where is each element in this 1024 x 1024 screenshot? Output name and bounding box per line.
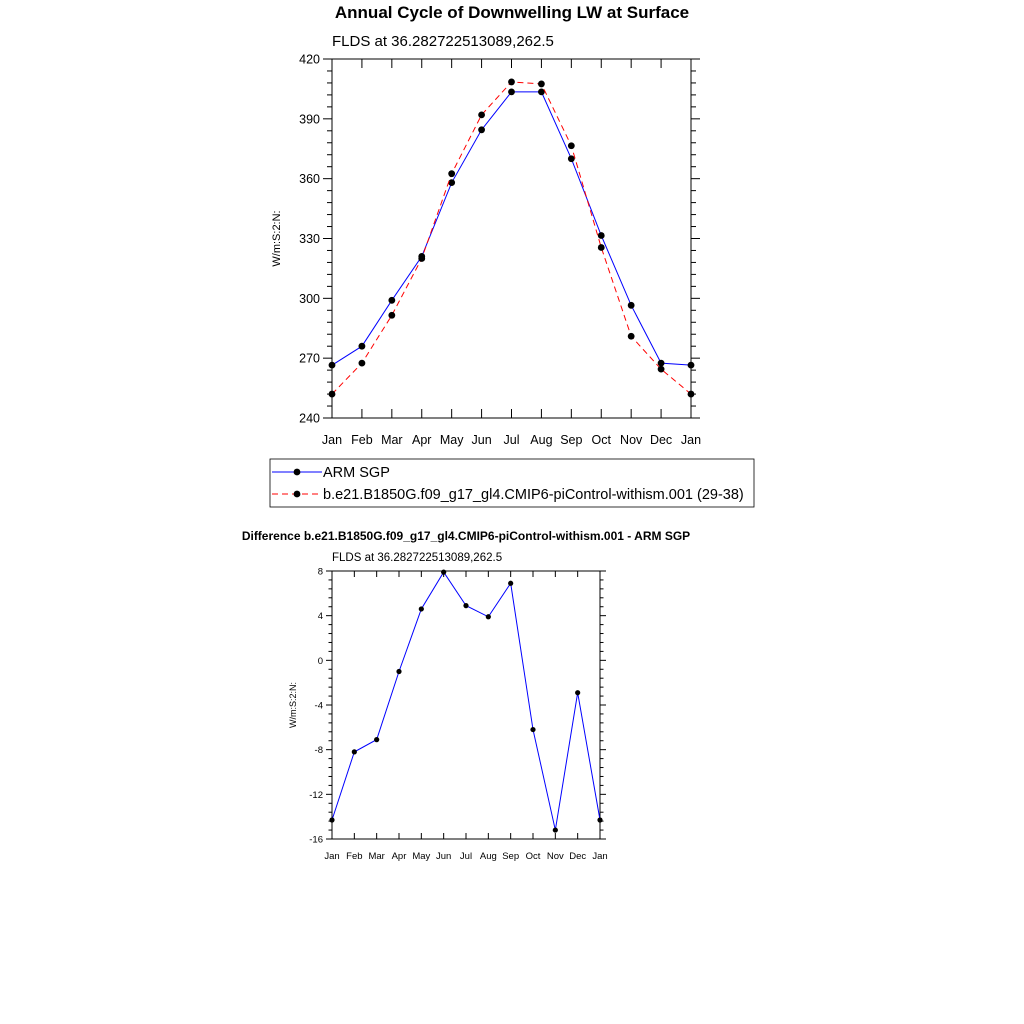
y-axis-label: W/m:S:2:N: [288,681,298,729]
x-tick-label: Jan [324,851,340,862]
legend-swatch-marker [294,469,301,476]
data-point [448,179,455,186]
x-tick-label: Apr [412,433,432,447]
data-point [441,570,446,575]
y-tick-label: 0 [317,655,323,667]
data-point [598,244,605,251]
data-point [359,343,366,350]
x-tick-label: Mar [381,433,403,447]
y-tick-label: 300 [299,291,320,306]
annual-cycle-chart [270,3,754,507]
legend-swatch-marker [294,491,301,498]
data-point [508,89,515,96]
x-tick-label: Feb [351,433,373,447]
x-tick-label: Oct [591,433,611,447]
x-tick-label: Jun [471,433,492,447]
x-tick-label: Jan [680,433,702,447]
plot-frame [332,59,691,418]
x-tick-label: Dec [649,433,673,447]
data-point [486,614,491,619]
x-tick-label: Jan [321,433,343,447]
data-point [553,827,558,832]
y-tick-label: -8 [314,745,323,757]
chart-subtitle: FLDS at 36.282722513089,262.5 [332,33,554,50]
y-tick-label: 4 [317,611,323,623]
legend-label: ARM SGP [323,465,390,481]
y-axis-label: W/m:S:2:N: [271,210,283,267]
y-tick-label: -12 [309,789,323,801]
y-tick-label: 420 [299,52,320,67]
data-point [418,255,425,262]
x-tick-label: Mar [368,851,385,862]
data-point [575,690,580,695]
chart-title: Annual Cycle of Downwelling LW at Surface [334,3,690,22]
data-point [598,232,605,239]
data-point [374,737,379,742]
y-tick-label: 8 [317,566,323,578]
y-tick-label: 330 [299,232,320,246]
data-point [329,817,334,822]
data-point [568,142,575,149]
x-tick-label: Sep [560,433,583,447]
series-line-2 [332,82,691,394]
y-tick-label: -16 [309,834,323,846]
x-tick-label: Aug [479,851,497,862]
data-point [538,81,545,88]
x-tick-label: Jul [503,433,520,447]
y-tick-label: -4 [314,700,323,712]
data-point [658,360,665,367]
x-tick-label: Nov [546,851,564,862]
x-tick-label: May [439,433,464,447]
data-point [508,79,515,86]
chart-title: Difference b.e21.B1850G.f09_g17_gl4.CMIP6-piControl-withism.001 - ARM SGP [241,529,691,543]
data-point [388,312,395,319]
data-point [688,362,695,369]
x-tick-label: Jul [459,851,473,862]
data-point [597,817,602,822]
data-point [628,333,635,340]
y-tick-label: 390 [299,112,320,127]
data-point [628,302,635,309]
plot-frame [332,571,600,839]
x-tick-label: Jun [436,851,452,862]
data-point [329,362,336,369]
data-point [329,391,336,398]
x-tick-label: Feb [346,851,363,862]
data-point [478,111,485,118]
y-tick-label: 360 [299,172,320,187]
x-tick-label: Oct [525,851,541,862]
data-point [396,669,401,674]
x-tick-label: Dec [569,851,587,862]
data-point [530,727,535,732]
data-point [388,297,395,304]
x-tick-label: Sep [502,851,520,862]
data-point [359,360,366,367]
data-point [419,606,424,611]
legend-label: b.e21.B1850G.f09_g17_gl4.CMIP6-piControl-withism.001 (29-38) [323,487,744,503]
data-point [568,155,575,162]
series-line-1 [332,92,691,365]
data-point [463,603,468,608]
data-point [352,749,357,754]
x-tick-label: Aug [530,433,553,447]
y-tick-label: 270 [299,351,320,366]
x-tick-label: May [412,851,431,862]
data-point [688,391,695,398]
chart-subtitle: FLDS at 36.282722513089,262.5 [332,552,503,564]
series-line-1 [332,572,600,830]
data-point [478,126,485,133]
x-tick-label: Apr [391,851,407,862]
data-point [508,581,513,586]
x-tick-label: Jan [592,851,608,862]
data-point [448,170,455,177]
y-tick-label: 240 [299,411,320,426]
difference-chart [242,529,690,862]
x-tick-label: Nov [620,433,643,447]
data-point [658,366,665,373]
